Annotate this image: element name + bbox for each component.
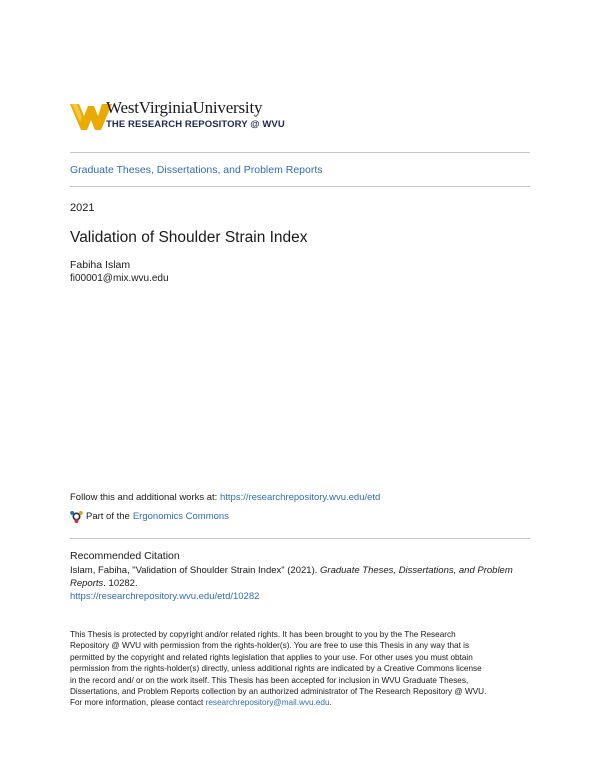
divider	[70, 152, 530, 153]
author-email: fi00001@mix.wvu.edu	[70, 273, 169, 284]
contact-line	[70, 697, 540, 708]
citation-series: Graduate Theses, Dissertations, and Problem Reports	[70, 565, 513, 589]
notice-line: This Thesis is protected by copyright and/or related rights. It has been brought to you by the The Research	[70, 630, 456, 639]
contact-prefix: For more information, please contact	[70, 698, 206, 708]
author-name: Fabiha Islam	[70, 259, 131, 271]
contact-suffix: .	[329, 698, 332, 708]
contact-email-link[interactable]: researchrepository@mail.wvu.edu	[205, 698, 330, 708]
repository-url-link[interactable]: https://researchrepository.wvu.edu/etd	[219, 492, 381, 503]
citation-text	[70, 564, 540, 590]
notice-line: in the record and/ or on the work itself. This Thesis has been accepted for inclusion in WVU Graduate Theses,	[70, 675, 469, 685]
publication-year: 2021	[70, 202, 95, 214]
divider	[70, 186, 530, 187]
notice-line: Repository @ WVU with permission from the rights-holder(s). You are free to use this Thesis in any way that is	[70, 641, 470, 651]
copyright-notice	[70, 629, 540, 709]
citation-number: . 10282.	[103, 578, 138, 589]
follow-prefix: Follow this and additional works at:	[70, 492, 220, 503]
commons-network-icon	[70, 510, 83, 523]
notice-line: permission from the rights-holder(s) directly, unless additional rights are indicated by a Creative Commons license	[70, 664, 482, 674]
notice-line: Dissertations, and Problem Reports collection by an authorized administrator of The Research Repository @ WVU.	[70, 687, 487, 697]
repository-name: THE RESEARCH REPOSITORY @ WVU	[106, 119, 285, 130]
wvu-logo	[70, 98, 310, 138]
document-title: Validation of Shoulder Strain Index	[70, 229, 308, 246]
citation-plain: Islam, Fabiha, "Validation of Shoulder Strain Index" (2021).	[70, 565, 321, 576]
recommended-citation-heading: Recommended Citation	[70, 550, 180, 562]
divider	[70, 538, 530, 539]
citation-url-link[interactable]: https://researchrepository.wvu.edu/etd/10282	[70, 591, 260, 602]
university-name: WestVirginiaUniversity	[106, 98, 263, 117]
notice-line: permitted by the copyright and related rights legislation that applies to your use. For other uses you must obtain	[70, 652, 473, 662]
part-of-line	[70, 510, 229, 523]
part-of-prefix: Part of the	[86, 511, 130, 522]
ergonomics-commons-link[interactable]: Ergonomics Commons	[132, 511, 229, 522]
collection-link[interactable]: Graduate Theses, Dissertations, and Problem Reports	[70, 164, 323, 176]
follow-line	[70, 492, 380, 503]
